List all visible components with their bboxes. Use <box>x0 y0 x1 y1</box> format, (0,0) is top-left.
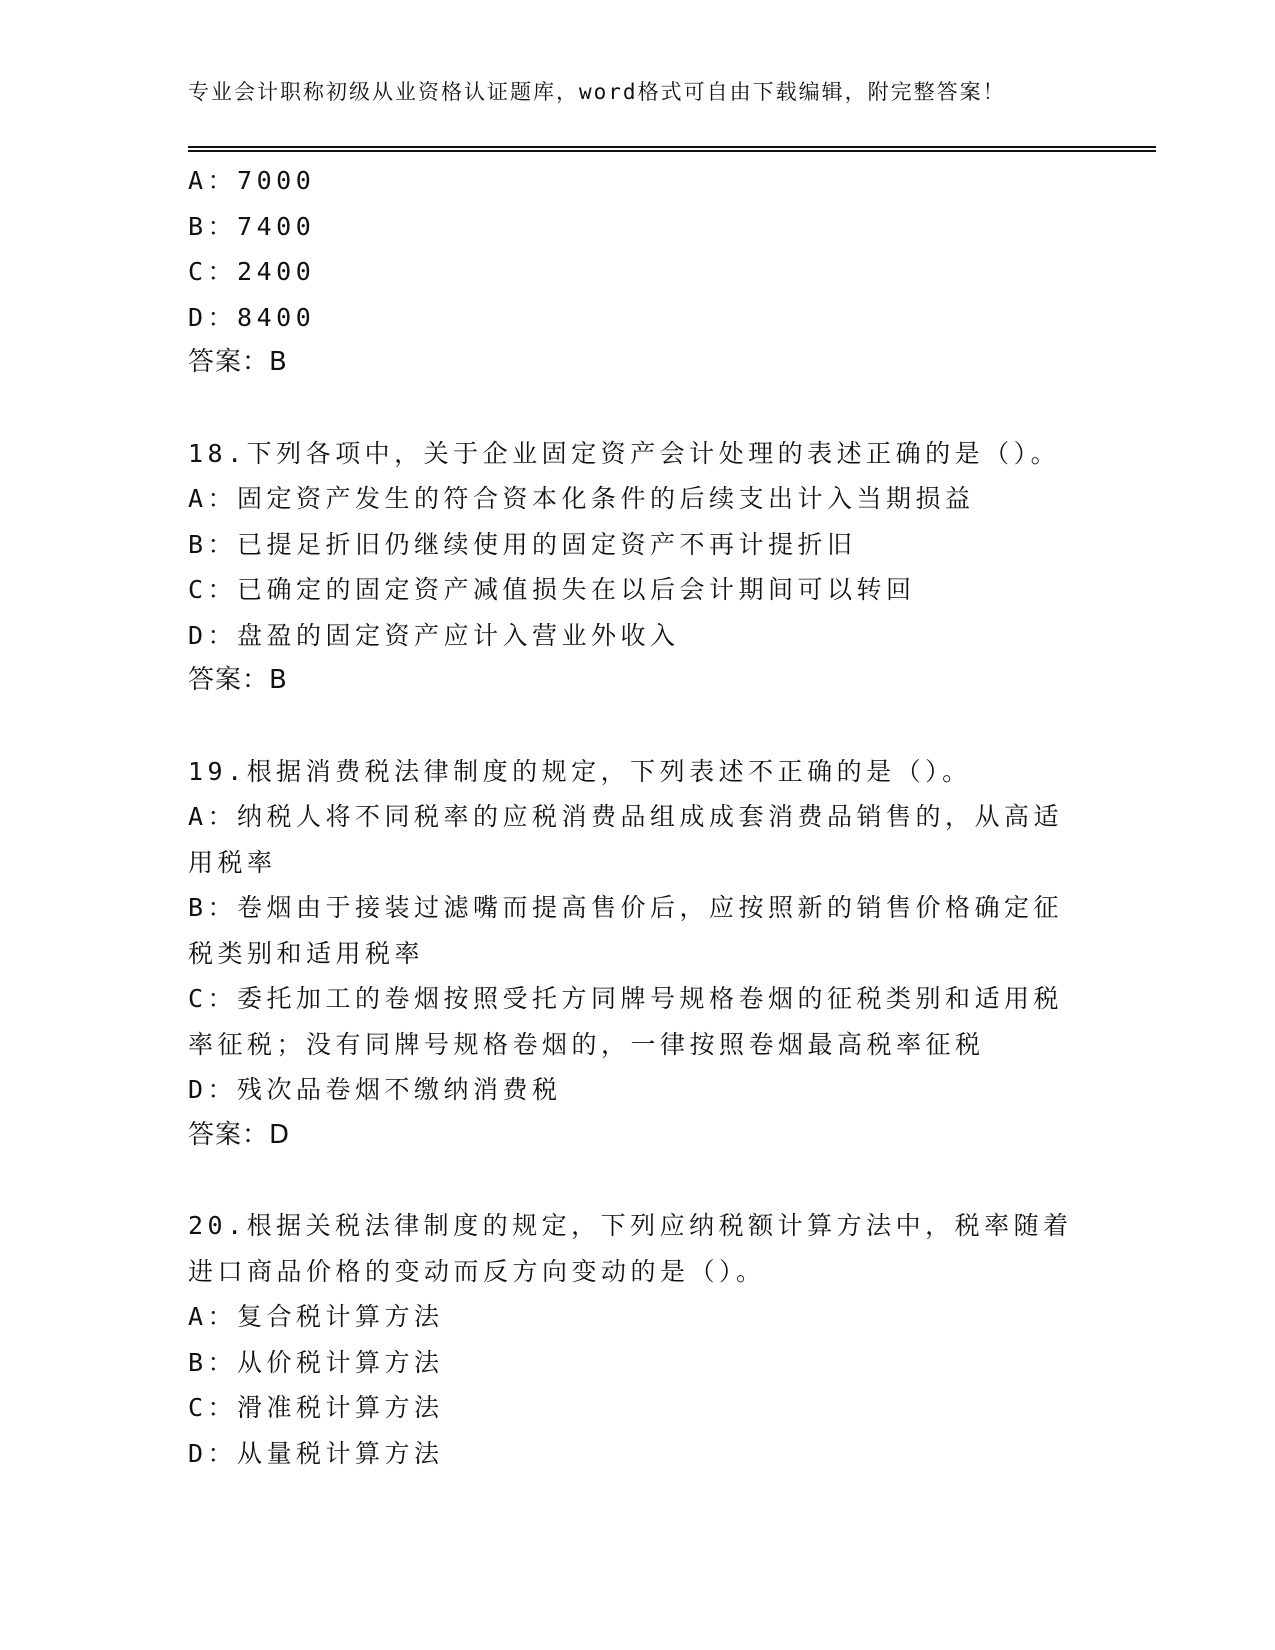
option-a: A：7000 <box>188 166 316 195</box>
option-a: A：纳税人将不同税率的应税消费品组成成套消费品销售的，从高适用税率 <box>188 802 1064 877</box>
option-d: D：残次品卷烟不缴纳消费税 <box>188 1075 562 1104</box>
answer: 答案：D <box>188 1119 291 1150</box>
option-c: C：滑准税计算方法 <box>188 1393 444 1422</box>
question-text: 19.根据消费税法律制度的规定，下列表述不正确的是（）。 <box>188 756 972 786</box>
question-20 <box>188 1203 1083 1476</box>
option-d: D：从量税计算方法 <box>188 1438 444 1468</box>
option-b: B：7400 <box>188 211 316 241</box>
answer: 答案：B <box>188 347 288 377</box>
header-divider <box>188 146 1156 148</box>
option-d: D：8400 <box>188 302 316 332</box>
option-c: C：2400 <box>188 257 316 286</box>
question-18 <box>188 431 1083 704</box>
option-b: B：已提足折旧仍继续使用的固定资产不再计提折旧 <box>188 529 857 559</box>
question-text: 18.下列各项中，关于企业固定资产会计处理的表述正确的是（）。 <box>188 438 1061 468</box>
option-a: A：复合税计算方法 <box>188 1302 444 1331</box>
option-c: C：委托加工的卷烟按照受托方同牌号规格卷烟的征税类别和适用税率征税；没有同牌号规格卷烟的，一律按照卷烟最高税率征税 <box>188 984 1064 1059</box>
question-17 <box>188 158 1083 386</box>
question-list <box>188 158 1083 1476</box>
page-header: 专业会计职称初级从业资格认证题库，word格式可自由下载编辑，附完整答案！ <box>188 80 1006 104</box>
question-text: 20.根据关税法律制度的规定，下列应纳税额计算方法中，税率随着进口商品价格的变动而反方向变动的是（）。 <box>188 1211 1073 1286</box>
option-a: A：固定资产发生的符合资本化条件的后续支出计入当期损益 <box>188 484 975 513</box>
option-b: B：从价税计算方法 <box>188 1347 444 1377</box>
question-19 <box>188 749 1083 1159</box>
answer: 答案：B <box>188 665 288 695</box>
option-d: D：盘盈的固定资产应计入营业外收入 <box>188 620 680 650</box>
option-c: C：已确定的固定资产减值损失在以后会计期间可以转回 <box>188 575 916 604</box>
option-b: B：卷烟由于接装过滤嘴而提高售价后，应按照新的销售价格确定征税类别和适用税率 <box>188 893 1064 968</box>
